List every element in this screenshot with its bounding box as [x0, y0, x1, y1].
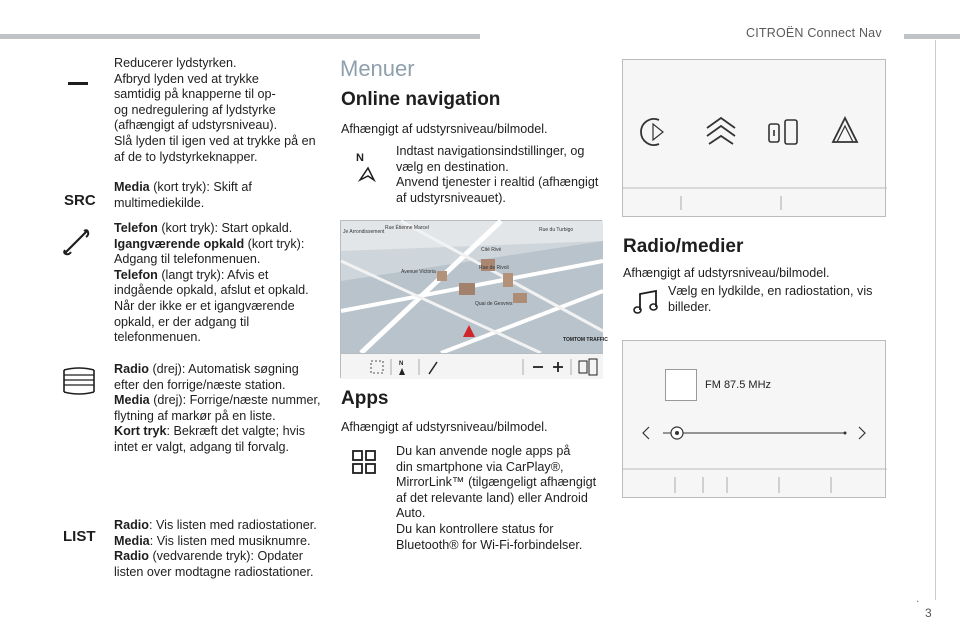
music-note-icon — [632, 288, 660, 316]
map-toolbar — [341, 353, 603, 379]
src-desc: (kort tryk): Skift af — [149, 180, 252, 194]
svg-text:Je Arrondissement: Je Arrondissement — [343, 229, 385, 235]
tuner-slider-handle[interactable] — [671, 427, 683, 439]
radio-text: Radio (drej): Automatisk søgning efter den forrige/næste station. Media (drej): Forrige/næste nummer, flytning af markør på en liste. Kort tryk: Bekræft det valgte; hvis intet er valgt, adgang til forvalg. — [114, 362, 321, 454]
src-bold: Media — [114, 180, 150, 194]
section-title-menuer: Menuer — [340, 56, 415, 81]
online-navigation-title: Online navigation — [341, 89, 501, 110]
volume-line: Afbryd lyden ved at trykke — [114, 71, 259, 86]
next-station-icon[interactable] — [859, 427, 865, 439]
svg-text:Rue Étienne Marcel: Rue Étienne Marcel — [385, 225, 429, 231]
src-desc-2: multimediekilde. — [114, 195, 205, 210]
zoom-in-icon[interactable] — [553, 362, 563, 372]
volume-text — [114, 56, 324, 165]
android-auto-icon[interactable] — [707, 118, 735, 144]
volume-line: Slå lyden til igen ved at trykke på en — [114, 133, 316, 148]
fm-frequency: FM 87.5 MHz — [705, 379, 772, 391]
radio-desc: Vælg en lydkilde, en radiostation, vis billeder. — [668, 284, 873, 314]
map-phone-icon[interactable] — [429, 362, 437, 374]
phone-icon — [62, 228, 92, 256]
volume-line: samtidig på knapperne til op- — [114, 87, 276, 102]
header-bar-right — [904, 34, 960, 39]
page-number: 3 — [925, 606, 932, 620]
right-margin-rule — [935, 40, 936, 600]
compass-icon[interactable] — [399, 361, 405, 375]
navigation-map-screen — [340, 220, 608, 378]
volume-line: (afhængigt af udstyrsniveau). — [114, 118, 278, 133]
connectivity-icon[interactable] — [833, 118, 857, 142]
apps-title: Apps — [341, 388, 389, 409]
online-sub: Afhængigt af udstyrsniveau/bilmodel. — [341, 122, 548, 136]
apps-screen — [622, 59, 886, 217]
previous-station-icon[interactable] — [643, 427, 649, 439]
src-text — [114, 180, 324, 211]
rotary-knob-icon — [62, 366, 96, 396]
svg-text:Quai de Gesvres: Quai de Gesvres — [475, 301, 513, 307]
svg-text:TOMTOM TRAFFIC: TOMTOM TRAFFIC — [563, 337, 608, 343]
svg-text:Rue de Rivoli: Rue de Rivoli — [479, 265, 509, 271]
phone-text: Telefon (kort tryk): Start opkald. Igangværende opkald (kort tryk): Adgang til telefonmenuen. Telefon (langt tryk): Afvis et indgående opkald, afslut et opkald. Når der ikke er et igangværende opkald, er der adgang til telefonmenuen. — [114, 221, 309, 345]
header-bar-left — [0, 34, 480, 39]
svg-text:N: N — [399, 361, 404, 367]
online-text: Indtast navigationsindstillinger, og vælg en destination. Anvend tjenester i realtid (afhængigt af udstyrsniveauet). — [396, 144, 599, 205]
apps-text: Du kan anvende nogle apps på din smartphone via CarPlay®, MirrorLink™ (tilgængeligt afhængigt af det relevante land) eller Android Auto. Du kan kontrollere status for Bluetooth® for Wi-Fi-forbindelser. — [396, 444, 597, 552]
map-settings-icon[interactable] — [579, 359, 597, 375]
map-view — [341, 221, 608, 353]
apps-sub: Afhængigt af udstyrsniveau/bilmodel. — [341, 420, 548, 434]
mirrorlink-icon[interactable] — [769, 120, 797, 144]
list-button-label: LIST — [63, 528, 96, 545]
carplay-icon[interactable] — [641, 119, 663, 145]
apps-grid-icon — [352, 450, 376, 474]
volume-line: af de to lydstyrkeknapper. — [114, 149, 258, 164]
volume-line: Reducerer lydstyrken. — [114, 56, 237, 70]
radio-screen — [622, 340, 886, 498]
src-button-label: SRC — [64, 192, 96, 209]
list-text: Radio: Vis listen med radiostationer. Media: Vis listen med musiknumre. Radio (vedvarende tryk): Opdater listen over modtagne radiostationer. — [114, 518, 317, 579]
radio-media-title: Radio/medier — [623, 236, 744, 257]
page-header: CITROËN Connect Nav — [746, 26, 882, 40]
navigation-icon — [352, 150, 380, 184]
flag-icon[interactable] — [371, 361, 383, 373]
svg-text:N: N — [356, 152, 364, 164]
volume-down-icon — [68, 82, 88, 85]
radio-sub: Afhængigt af udstyrsniveau/bilmodel. — [623, 266, 830, 280]
volume-line: og nedregulering af lydstyrke — [114, 102, 276, 117]
page-dot: . — [916, 591, 920, 605]
svg-text:Cité Rivé: Cité Rivé — [481, 247, 502, 253]
svg-text:Rue du Turbigo: Rue du Turbigo — [539, 227, 574, 233]
svg-text:Avenue Victoria: Avenue Victoria — [401, 269, 436, 275]
